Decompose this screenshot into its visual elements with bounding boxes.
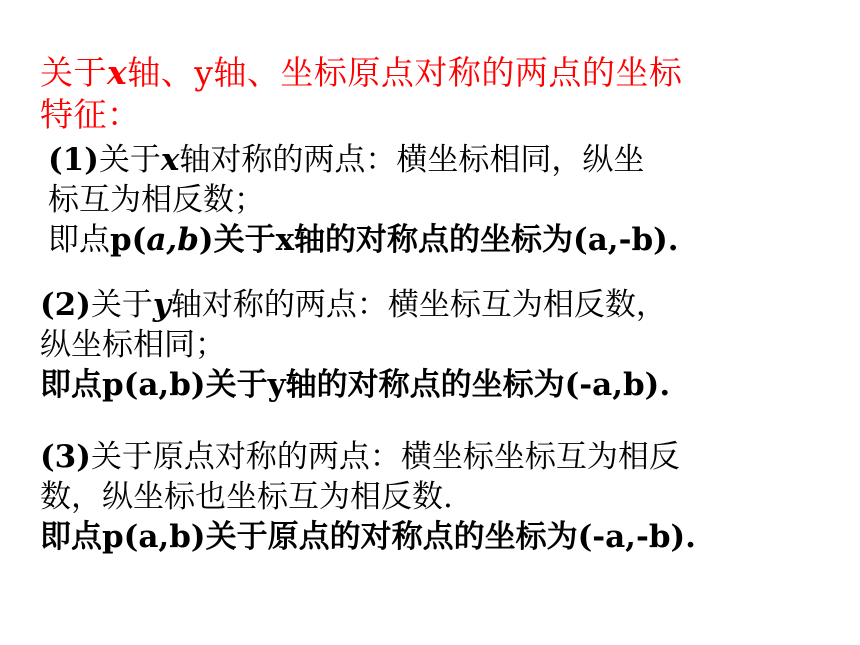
rule-line — [40, 285, 670, 325]
rule-text: 轴对称的两点：横坐标相同，纵坐 — [179, 142, 645, 178]
rule-text: 轴对称的两点：横坐标互为相反数， — [170, 287, 667, 323]
rule-number: (3) — [40, 439, 91, 475]
title-text: 轴、y轴、坐标原点对称的两点的坐标 — [127, 53, 683, 92]
rule-line — [40, 437, 696, 477]
rule-line: 纵坐标相同； — [40, 327, 226, 363]
rule-example: 即点p(a,b)关于原点的对称点的坐标为(-a,-b). — [40, 519, 696, 555]
rule-text: 即点 — [48, 222, 110, 258]
rule-line — [48, 140, 679, 180]
rule-variable: y — [152, 287, 171, 323]
rule-x-axis — [48, 140, 679, 260]
rule-number: (2) — [40, 287, 91, 323]
rule-example: 即点p(a,b)关于y轴的对称点的坐标为(-a,b). — [40, 367, 671, 403]
rule-text: 关于 — [98, 142, 161, 178]
title-line-2: 特征： — [40, 95, 141, 134]
rule-origin — [40, 437, 696, 557]
rule-variable: x — [160, 142, 180, 178]
rule-point: p( — [110, 222, 147, 258]
title-text: 关于 — [40, 53, 107, 92]
rule-text: 关于 — [90, 287, 153, 323]
rule-line: 标互为相反数； — [48, 182, 265, 218]
rule-text: 关于原点对称的两点：横坐标坐标互为相反 — [90, 439, 680, 475]
rule-line: 数，纵坐标也坐标互为相反数. — [40, 479, 453, 515]
slide-title — [40, 52, 820, 136]
title-variable-x: x — [107, 53, 128, 92]
rule-text: )关于x轴的对称点的坐标为(a,-b). — [198, 222, 679, 258]
rule-variable: a,b — [146, 222, 199, 258]
title-line-1 — [40, 52, 820, 94]
rule-y-axis — [40, 285, 670, 405]
rule-example — [48, 220, 679, 260]
rule-number: (1) — [48, 142, 99, 178]
